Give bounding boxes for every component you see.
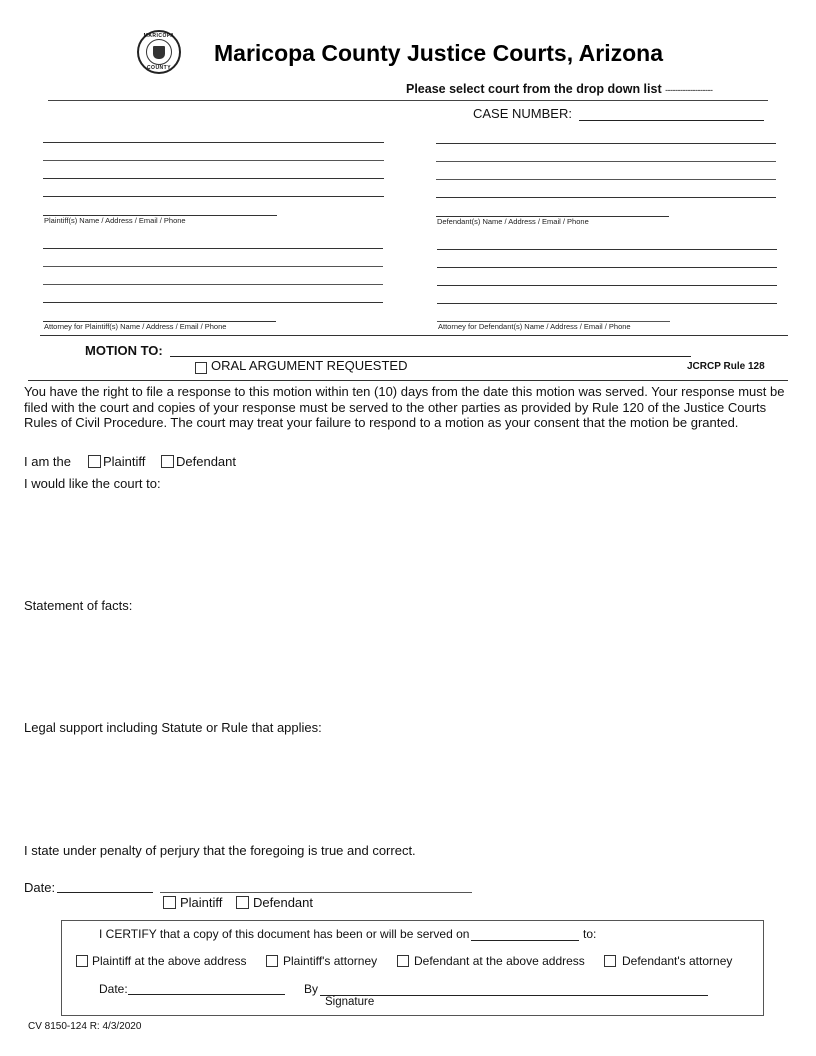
legal-support-field[interactable] xyxy=(24,738,794,838)
defendant-attorney-caption: Attorney for Defendant(s) Name / Address / Email / Phone xyxy=(438,322,631,331)
page-title: Maricopa County Justice Courts, Arizona xyxy=(214,40,663,66)
case-number-label: CASE NUMBER: xyxy=(473,106,572,121)
role-defendant-label: Defendant xyxy=(176,454,236,469)
defendant-caption: Defendant(s) Name / Address / Email / Phone xyxy=(437,217,589,226)
signer-defendant-checkbox[interactable] xyxy=(236,896,249,909)
perjury-statement: I state under penalty of perjury that the foregoing is true and correct. xyxy=(24,843,416,858)
served-plaintiff-attorney-checkbox[interactable] xyxy=(266,955,278,967)
certificate-signature-caption: Signature xyxy=(325,996,375,1008)
signer-defendant-label: Defendant xyxy=(253,895,313,910)
motion-to-field[interactable] xyxy=(170,356,691,357)
defendant-attorney-line-1[interactable] xyxy=(437,249,777,250)
plaintiff-caption: Plaintiff(s) Name / Address / Email / Phone xyxy=(44,216,186,225)
role-plaintiff-checkbox[interactable] xyxy=(88,455,101,468)
sign-date-label: Date: xyxy=(24,880,56,895)
facts-label: Statement of facts: xyxy=(24,598,133,613)
rule-reference: JCRCP Rule 128 xyxy=(687,361,765,372)
plaintiff-attorney-caption: Attorney for Plaintiff(s) Name / Address / Email / Phone xyxy=(44,322,227,331)
sign-date-field[interactable] xyxy=(57,892,153,893)
role-label: I am the xyxy=(24,454,71,469)
plaintiff-line-1[interactable] xyxy=(43,142,384,143)
served-defendant-address-checkbox[interactable] xyxy=(397,955,409,967)
plaintiff-attorney-line-2[interactable] xyxy=(43,266,383,267)
served-on-date-field[interactable] xyxy=(471,940,579,941)
served-plaintiff-address-label: Plaintiff at the above address xyxy=(92,954,247,968)
oral-argument-label: ORAL ARGUMENT REQUESTED xyxy=(211,358,408,373)
legal-support-label: Legal support including Statute or Rule that applies: xyxy=(24,720,322,735)
defendant-line-4[interactable] xyxy=(436,197,776,198)
oral-argument-checkbox[interactable] xyxy=(195,362,207,374)
served-defendant-attorney-checkbox[interactable] xyxy=(604,955,616,967)
signer-signature-field[interactable] xyxy=(160,892,472,893)
served-plaintiff-attorney-label: Plaintiff's attorney xyxy=(283,954,378,968)
certificate-text: I CERTIFY that a copy of this document has been or will be served on xyxy=(99,927,470,941)
section-divider-top xyxy=(40,335,788,336)
role-plaintiff-label: Plaintiff xyxy=(103,454,146,469)
response-notice: You have the right to file a response to this motion within ten (10) days from the date this motion was served. Your response must be filed with the court and copies of your response must be served to the other parties as provided by Rule 120 of the Justice Courts Rules of Civil Procedure. The court may treat your failure to respond to a motion as your consent that the motion be granted. xyxy=(24,384,785,430)
defendant-attorney-line-4[interactable] xyxy=(437,303,777,304)
role-defendant-checkbox[interactable] xyxy=(161,455,174,468)
signer-plaintiff-checkbox[interactable] xyxy=(163,896,176,909)
signer-plaintiff-label: Plaintiff xyxy=(180,895,223,910)
plaintiff-attorney-line-3[interactable] xyxy=(43,284,383,285)
plaintiff-line-2[interactable] xyxy=(43,160,384,161)
defendant-attorney-line-2[interactable] xyxy=(437,267,777,268)
court-to-field[interactable] xyxy=(24,494,794,594)
certificate-date-field[interactable] xyxy=(128,994,285,995)
defendant-line-1[interactable] xyxy=(436,143,776,144)
form-number: CV 8150-124 R: 4/3/2020 xyxy=(28,1021,142,1032)
served-defendant-attorney-label: Defendant's attorney xyxy=(622,954,733,968)
plaintiff-attorney-line-4[interactable] xyxy=(43,302,383,303)
certificate-to-label: to: xyxy=(583,927,597,941)
plaintiff-line-4[interactable] xyxy=(43,196,384,197)
facts-field[interactable] xyxy=(24,616,794,716)
motion-to-label: MOTION TO: xyxy=(85,343,163,358)
served-plaintiff-address-checkbox[interactable] xyxy=(76,955,88,967)
court-select-label: Please select court from the drop down list xyxy=(406,82,662,96)
county-seal-logo xyxy=(137,30,181,74)
certificate-date-label: Date: xyxy=(99,982,128,996)
shield-icon xyxy=(153,46,165,59)
defendant-line-2[interactable] xyxy=(436,161,776,162)
case-number-field[interactable] xyxy=(579,120,764,121)
court-select-dropdown[interactable] xyxy=(406,82,713,96)
served-defendant-address-label: Defendant at the above address xyxy=(414,954,585,968)
plaintiff-line-3[interactable] xyxy=(43,178,384,179)
court-select-value: ------------------- xyxy=(665,85,713,95)
court-to-label: I would like the court to: xyxy=(24,476,161,491)
certificate-signature-field[interactable] xyxy=(320,995,708,996)
certificate-by-label: By xyxy=(304,982,319,996)
defendant-attorney-line-3[interactable] xyxy=(437,285,777,286)
defendant-line-3[interactable] xyxy=(436,179,776,180)
header-rule xyxy=(48,100,768,101)
plaintiff-attorney-line-1[interactable] xyxy=(43,248,383,249)
seal-bottom-text: COUNTY xyxy=(146,65,172,71)
seal-top-text: MARICOPA xyxy=(143,33,175,39)
section-divider-bottom xyxy=(28,380,788,381)
